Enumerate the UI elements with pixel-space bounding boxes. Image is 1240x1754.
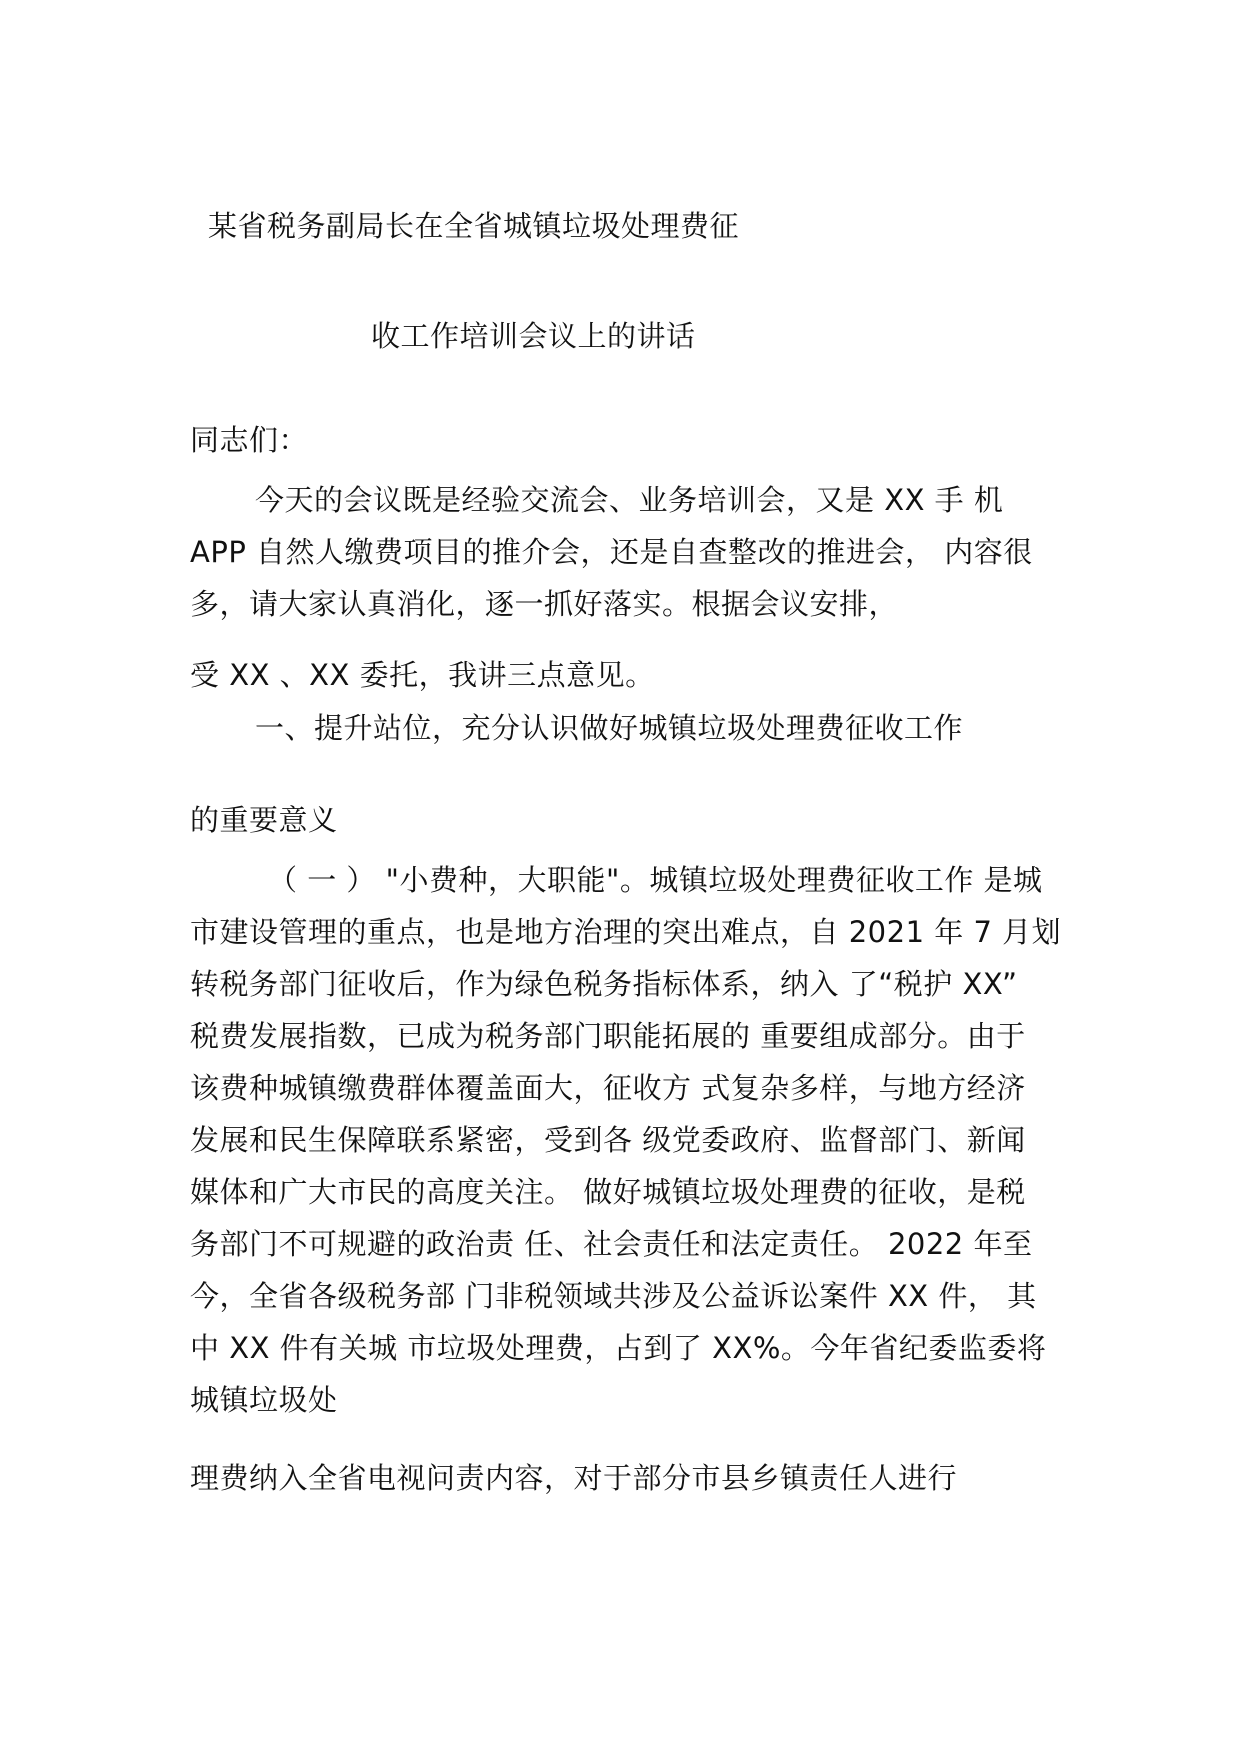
body-line: 市建设管理的重点，也是地方治理的突出难点，自 2021 年 7 月划: [190, 915, 1062, 949]
salutation: 同志们：: [190, 423, 309, 457]
section-heading: 的重要意义: [190, 803, 338, 837]
body-line: 发展和民生保障联系紧密，受到各 级党委政府、监督部门、新闻: [190, 1123, 1026, 1157]
title-line-2: 收工作培训会议上的讲话: [371, 319, 696, 353]
body-line: APP 自然人缴费项目的推介会，还是自查整改的推进会， 内容很: [190, 535, 1033, 569]
body-line: 今，全省各级税务部 门非税领域共涉及公益诉讼案件 XX 件， 其: [190, 1279, 1037, 1313]
title-line-1: 某省税务副局长在全省城镇垃圾处理费征: [208, 209, 740, 243]
body-line: 今天的会议既是经验交流会、业务培训会，又是 XX 手 机: [255, 483, 1004, 517]
body-line: 媒体和广大市民的高度关注。 做好城镇垃圾处理费的征收，是税: [190, 1175, 1026, 1209]
body-line: 受 XX 、XX 委托，我讲三点意见。: [190, 658, 655, 692]
body-line: 理费纳入全省电视问责内容，对于部分市县乡镇责任人进行: [190, 1461, 958, 1495]
body-line: 务部门不可规避的政治责 任、社会责任和法定责任。 2022 年至: [190, 1227, 1033, 1261]
body-line: 城镇垃圾处: [190, 1383, 338, 1417]
body-line: （ 一 ） "小费种，大职能"。城镇垃圾处理费征收工作 是城: [268, 863, 1043, 897]
body-line: 转税务部门征收后，作为绿色税务指标体系，纳入 了“税护 XX”: [190, 967, 1018, 1001]
body-line: 中 XX 件有关城 市垃圾处理费，占到了 XX%。今年省纪委监委将: [190, 1331, 1047, 1365]
body-line: 税费发展指数，已成为税务部门职能拓展的 重要组成部分。由于: [190, 1019, 1026, 1053]
body-line: 多，请大家认真消化，逐一抓好落实。根据会议安排，: [190, 587, 899, 621]
body-line: 该费种城镇缴费群体覆盖面大，征收方 式复杂多样，与地方经济: [190, 1071, 1026, 1105]
section-heading: 一、提升站位，充分认识做好城镇垃圾处理费征收工作: [255, 711, 964, 745]
